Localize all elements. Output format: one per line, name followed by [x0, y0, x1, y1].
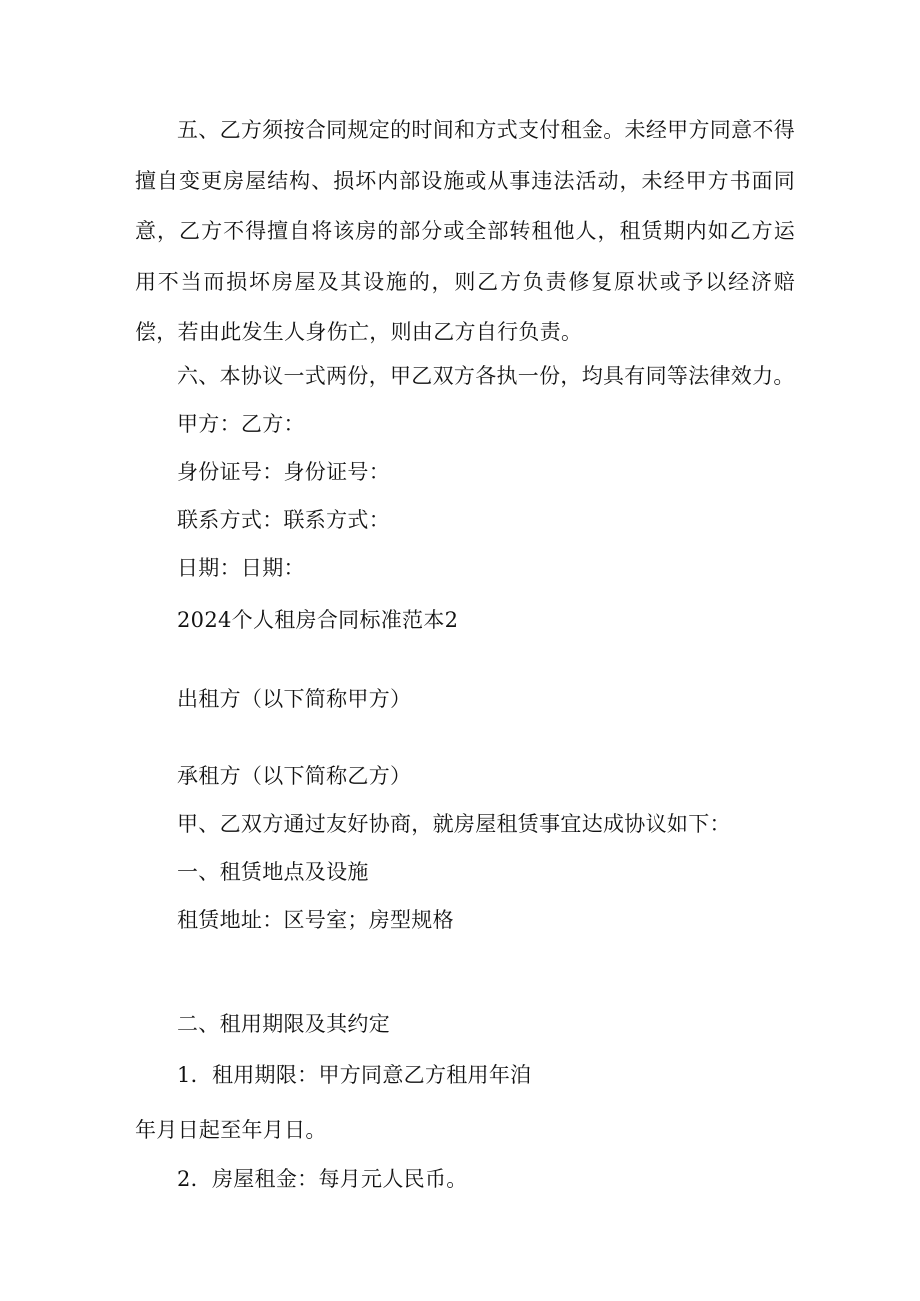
signature-parties-line: 甲方：乙方：: [177, 412, 305, 436]
signature-contact-line: 联系方式：联系方式：: [177, 508, 390, 532]
lessor-line: 出租方（以下简称甲方）: [177, 687, 412, 711]
section-one-heading: 一、租赁地点及设施: [177, 860, 369, 884]
lessee-line: 承租方（以下简称乙方）: [177, 764, 412, 788]
rental-address-line: 租赁地址：区号室；房型规格: [177, 908, 454, 932]
intro-line: 甲、乙双方通过友好协商，就房屋租赁事宜达成协议如下：: [177, 812, 731, 836]
rent-item-line: 2．房屋租金：每月元人民币。: [177, 1167, 468, 1191]
section-two-heading: 二、租用期限及其约定: [177, 1012, 390, 1036]
clause-six-paragraph: 六、本协议一式两份，甲乙双方各执一份，均具有同等法律效力。: [177, 364, 795, 388]
signature-id-line: 身份证号：身份证号：: [177, 460, 390, 484]
term-item-line: 1．租用期限：甲方同意乙方租用年洎: [177, 1063, 532, 1087]
signature-date-line: 日期：日期：: [177, 556, 305, 580]
section-title: 2024个人租房合同标准范本2: [177, 608, 459, 632]
clause-five-paragraph: 五、乙方须按合同规定的时间和方式支付租金。未经甲方同意不得擅自变更房屋结构、损坏内部设施或从事违法活动，未经甲方书面同意，乙方不得擅自将该房的部分或全部转租他人，租赁期内如乙方运用不当而损坏房屋及其设施的，则乙方负责修复原状或予以经济赔偿，若由此发生人身伤亡，则由乙方自行负责。: [135, 118, 795, 344]
term-dates-line: 年月日起至年月日。: [135, 1118, 327, 1142]
